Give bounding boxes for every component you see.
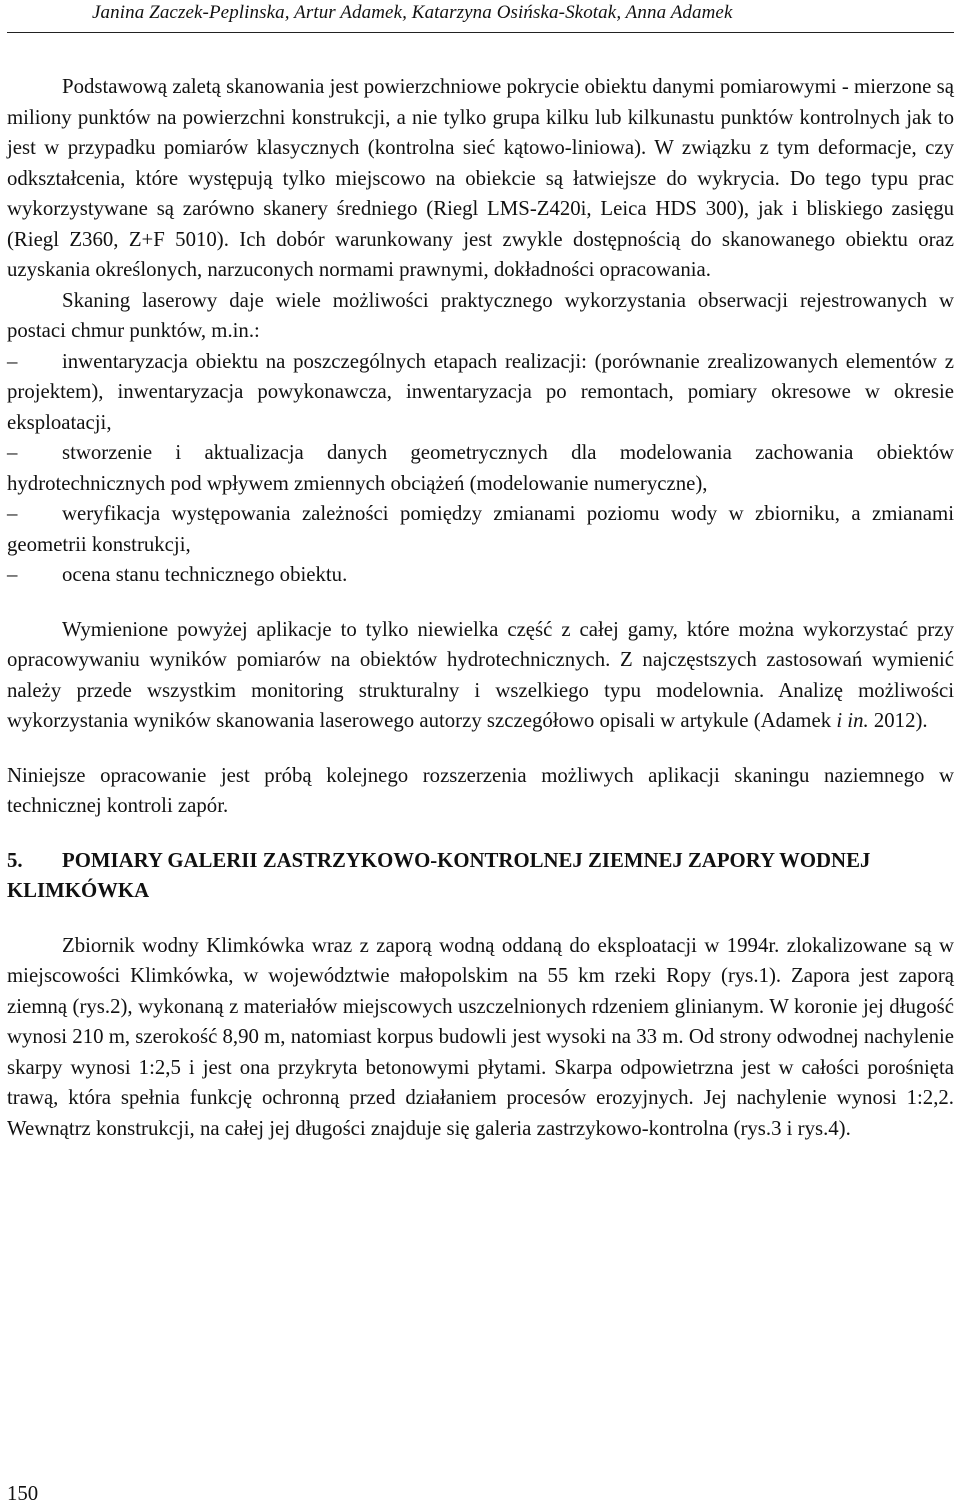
paragraph-applications-intro: Skaning laserowy daje wiele możliwości praktycznego wykorzystania obserwacji rejestrowanych w postaci chmur punktów, m.in.: xyxy=(7,288,954,342)
list-dash: – xyxy=(7,441,18,464)
list-item xyxy=(7,560,954,591)
list-item xyxy=(7,438,954,499)
list-dash: – xyxy=(7,349,18,373)
list-dash: – xyxy=(7,502,18,525)
page-number: 150 xyxy=(7,1482,39,1505)
spacer xyxy=(7,591,954,615)
paragraph-study-purpose: Niniejsze opracowanie jest próbą kolejnego rozszerzenia możliwych aplikacji skaningu naziemnego w technicznej kontroli zapór. xyxy=(7,763,954,817)
paragraph-scanning-advantage: Podstawową zaletą skanowania jest powierzchniowe pokrycie obiektu danymi pomiarowymi - mierzone są miliony punktów na powierzchni konstrukcji, a nie tylko grupa kilku lub kilkunastu punktów kontrolnych jak to jest w przypadku pomiarów klasycznych (kontrolna sieć kątowo-liniowa). W związku z tym deformacje, czy odkształcenia, które występują tylko miejscowo na obiekcie są łatwiejsze do wykrycia. Do tego typu prac wykorzystywane są zarówno skanery średniego (Riegl LMS-Z420i, Leica HDS 300), jak i bliskiego zasięgu (Riegl Z360, Z+F 5010). Ich dobór warunkowany jest zwykle dostępnością do skanowanego obiektu oraz uzyskania określonych, narzuconych normami prawnymi, dokładności opracowania. xyxy=(7,75,954,281)
paragraph-klimkowka-description: Zbiornik wodny Klimkówka wraz z zaporą wodną oddaną do eksploatacji w 1994r. zlokalizowane są w miejscowości Klimkówka, w województwie małopolskim na 55 km rzeki Ropy (rys.1). Zapora jest zaporą ziemną (rys.2), wykonaną z materiałów miejscowych uszczelnionych rdzeniem glinianym. W koronie jej długość wynosi 210 m, szerokość 8,90 m, natomiast korpus budowli jest wysoki na 33 m. Od strony odwodnej nachylenie skarpy wynosi 1:2,5 i jest ona przykryta betonowymi płytami. Skarpa odpowietrzna jest w całości porośnięta trawą, która spełnia funkcję ochronną przed działaniem procesów erozyjnych. Jej nachylenie wynosi 1:2,2. Wewnątrz konstrukcji, na całej jej długości znajduje się galeria zastrzykowo-kontrolna (rys.3 i rys.4). xyxy=(7,933,954,1140)
section-heading xyxy=(7,846,954,907)
list-dash: – xyxy=(7,563,18,586)
list-item-text: stworzenie i aktualizacja danych geometrycznych dla modelowania zachowania obiektów hydrotechnicznych pod wpływem zmiennych obciążeń (modelowanie numeryczne), xyxy=(7,441,954,495)
section-number: 5. xyxy=(7,848,23,872)
document-page xyxy=(7,0,954,1509)
paragraph-applications-summary xyxy=(7,615,954,737)
spacer xyxy=(7,822,954,846)
spacer xyxy=(7,737,954,761)
list-item-text: ocena stanu technicznego obiektu. xyxy=(62,563,348,586)
list-item-text: weryfikacja występowania zależności pomiędzy zmianami poziomu wody w zbiorniku, a zmianami geometrii konstrukcji, xyxy=(7,502,954,556)
paragraph-text: Wymienione powyżej aplikacje to tylko niewielka część z całej gamy, które można wykorzystać przy opracowywaniu wyników pomiarów na obiektów hydrotechnicznych. Z najczęstszych zastosowań wymienić należy przede wszystkim monitoring strukturalny i wszelkiego typu modelownia. Analizę możliwości wykorzystania wyników skanowania laserowego autorzy szczegółowo opisali w artykule (Adamek xyxy=(7,617,954,732)
spacer xyxy=(7,907,954,931)
list-item xyxy=(7,499,954,560)
paragraph-text: 2012). xyxy=(868,709,928,732)
section-title: POMIARY GALERII ZASTRZYKOWO-KONTROLNEJ ZIEMNEJ ZAPORY WODNEJ KLIMKÓWKA xyxy=(7,848,871,902)
list-item-text: inwentaryzacja obiektu na poszczególnych etapach realizacji: (porównanie zrealizowanych elementów z projektem), inwentaryzacja powykonawcza, inwentaryzacja po remontach, pomiary okresowe w okresie eksploatacji, xyxy=(7,349,954,434)
running-header-authors: Janina Zaczek-Peplinska, Artur Adamek, Katarzyna Osińska-Skotak, Anna Adamek xyxy=(92,2,733,23)
citation-italic: i in. xyxy=(836,709,869,732)
header-divider xyxy=(7,32,954,33)
list-item xyxy=(7,347,954,439)
body-text xyxy=(7,72,954,1144)
